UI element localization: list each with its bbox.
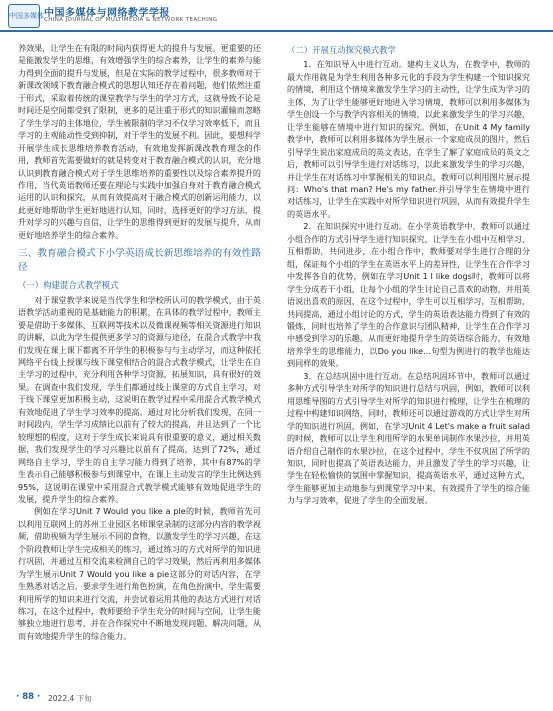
subsection-1-title: （一）构建混合式教学模式	[18, 280, 119, 291]
subsection-2-title: （二）开展互动探究模式教学	[287, 45, 396, 55]
issue-date: 2022.4 下旬	[48, 694, 92, 703]
journal-title-en: CHINA JOURNAL OF MULTIMEDIA & NETWORK TEACHING	[44, 17, 218, 23]
left-paragraph-2: 对于课堂教学来说是当代学生和学校所认可的教学模式，由于英语教学活动重视的是基础能力的积累，在具体的教学过程中，教师主要是借助于多媒体、互联网等技术以及微课视频等相关资源进行知识的讲解，以此为学生提供更多学习的资源与途径，在混合式教学中我们发现在课上课下都离不开学生的积极参与与主动学习，而这种依托网络平台线上授课与线下课堂相结合的混合式教学模式，让学生在自主学习的过程中，充分利用各种学习资源，拓展知识，具有很好的效果。在调查中我们发现，学生们都通过线上课堂的方式自主学习，对于线下课堂更加积极主动，这说明在教学过程中采用混合式教学模式有效地促进了学生学习效率的提高。通过对比分析我们发现，在同一时间段内，学生学习成绩比以前有了较大的提高，并且达到了一个比较理想的程度，这对于学生成长来说具有很重要的意义，通过相关数据，我们发现学生的学习兴趣比以前有了提高，达到了72%，通过网络自主学习，学生的自主学习能力得到了培养，其中有87%的学生表示自己能够积极参与到课堂中，在课上主动发言的学生比例达到95%，这说明在课堂中采用混合式教学模式能够有效地促进学生的发展，提升学生的综合素养。	[18, 294, 261, 504]
left-paragraph-3: 例如在学习Unit 7 Would you like a pie的时候，教师首先可以利用互联网上的苏州工业园区名师课堂录制的这部分内容的教学视频，借助视频为学生展示不同的食物，以激发学生的学习兴趣，在这个阶段教师让学生完成相关的练习，通过练习的方式对所学的知识进行巩固，并通过互相交流来检测自己的学习效果，然后再利用多媒体为学生展示Unit 7 Would you like a pie这部分的对话内容，在学生熟悉对话之后，要求学生进行角色扮演，在角色扮演中，学生需要利用所学的知识来进行交流，并尝试着运用其他的表达方式进行对话练习，在这个过程中，教师要给予学生充分的时间与空间，让学生能够独立地进行思考，并在合作探究中不断地发现问题、解决问题，从而有效地提升学生的综合能力。	[18, 506, 261, 641]
section-3-title: 三、教育融合模式下小学英语成长新思维培养的有效性路径	[18, 248, 261, 274]
journal-logo: 中国多媒体	[8, 4, 40, 28]
right-column	[287, 42, 530, 657]
page-header	[0, 0, 553, 32]
journal-title-cn: 中国多媒体与网络教学学报	[44, 8, 170, 19]
left-paragraph-1: 养效果，让学生在有限的时间内获得更大的提升与发展。更重要的还是能激发学生的思维，有效增强学生的综合素养，让学生的素养与能力得到全面的提升与发展，但是在实际的教学过程中，很多教师对于新课改领域下教育融合模式的思想认知还存在着问题，他们依然注重于形式，采取着传统的课堂教学与学生的学习方式，这就导致不论是时间还是空间都受到了限制，更多的是注重于形式的知识灌输而忽略了学生学习的主体地位，学生被限制的学习不仅学习效率低下，而且学习的主观能动性受到抑制，对于学生的发展不利。因此，要想科学开展学生成长思维培养教育活动，有效地发挥新课改教育理念的作用，教师首先需要做好的就是转变对于教育融合模式的认识，充分地认识到教育融合模式对于学生思维培养的重要性以及综合素养提升的作用，当代英语教师还要在理论与实践中加强自身对于教育融合模式运用的认识和探究，从而有效提高对于融合模式的创新运用能力，以此更好地帮助学生更好地进行认知，同时，选择更好的学习方法，提升对学习的兴趣与自信，让学生的思维得到更好的发展与提升，从而更好地培养学生的综合素养。	[18, 43, 261, 240]
right-paragraph-1: 1．在知识导入中进行互动。建构主义认为，在教学中，教师的最大作用就是为学生利用各种多元化的手段为学生构建一个知识探究的情境，利用这个情境来激发学生学习的主动性，让学生成为学习的主体，为了让学生能够更好地进入学习情境，教师可以利用多媒体为学生创设一个与教学内容相关的情境，以此来激发学生的学习兴趣，让学生能够在情境中进行知识的探究。例如，在Unit 4 My family教学中，教师可以利用多媒体为学生展示一个家庭成员的图片，然后引导学生说出家庭成员的英文表达，在学生了解了家庭成员的英文之后，教师可以引导学生进行对话练习，以此来激发学生的学习兴趣，并让学生在对话练习中掌握相关的知识点，教师可以利用图片展示提问：Who's that man? He's my father.并引导学生在情境中进行对话练习，让学生在实践中对所学知识进行巩固，从而有效提升学生的英语水平。	[287, 59, 530, 219]
right-paragraph-2: 2．在知识探究中进行互动。在小学英语教学中，教师可以通过小组合作的方式引导学生进行知识探究，让学生在小组中互相学习、互相帮助，共同进步，在小组合作中，教师要对学生进行合理的分组，保证每个小组的学生在英语水平上的差异性，让学生在合作学习中发挥各自的优势，例如在学习Unit 1 I like dogs时，教师可以将学生分成若干小组，让每个小组的学生讨论自己喜欢的动物，并用英语说出喜欢的原因，在这个过程中，学生可以互相学习，互相帮助，共同提高，通过小组讨论的方式，学生的英语表达能力得到了有效的锻炼，同时也培养了学生的合作意识与团队精神，让学生在合作学习中感受到学习的乐趣，从而更好地提升学生的英语综合能力，有效地培养学生的思维能力，以Do you like…句型为例进行的教学也能达到同样的效果。	[287, 221, 530, 369]
page-number: · 88 ·	[16, 692, 41, 702]
left-column	[18, 42, 261, 657]
page-footer	[0, 688, 553, 711]
right-paragraph-3: 3．在总结巩固中进行互动。在总结巩固环节中，教师可以通过多种方式引导学生对所学的知识进行总结与巩固，例如，教师可以利用思维导图的方式引导学生对所学的知识进行梳理，让学生在梳理的过程中构建知识网络，同时，教师还可以通过游戏的方式让学生对所学的知识进行巩固，例如，在学习Unit 4 Let's make a fruit salad的时候，教师可以让学生利用所学的水果单词制作水果沙拉，并用英语介绍自己制作的水果沙拉，在这个过程中，学生不仅巩固了所学的知识，同时也提高了英语表达能力，并且激发了学生的学习兴趣，让学生在轻松愉快的氛围中掌握知识，提高英语水平，通过这种方式，学生能够更加主动地参与到课堂学习中来，有效提升了学生的综合能力与学习效率，促进了学生的全面发展。	[287, 370, 530, 506]
